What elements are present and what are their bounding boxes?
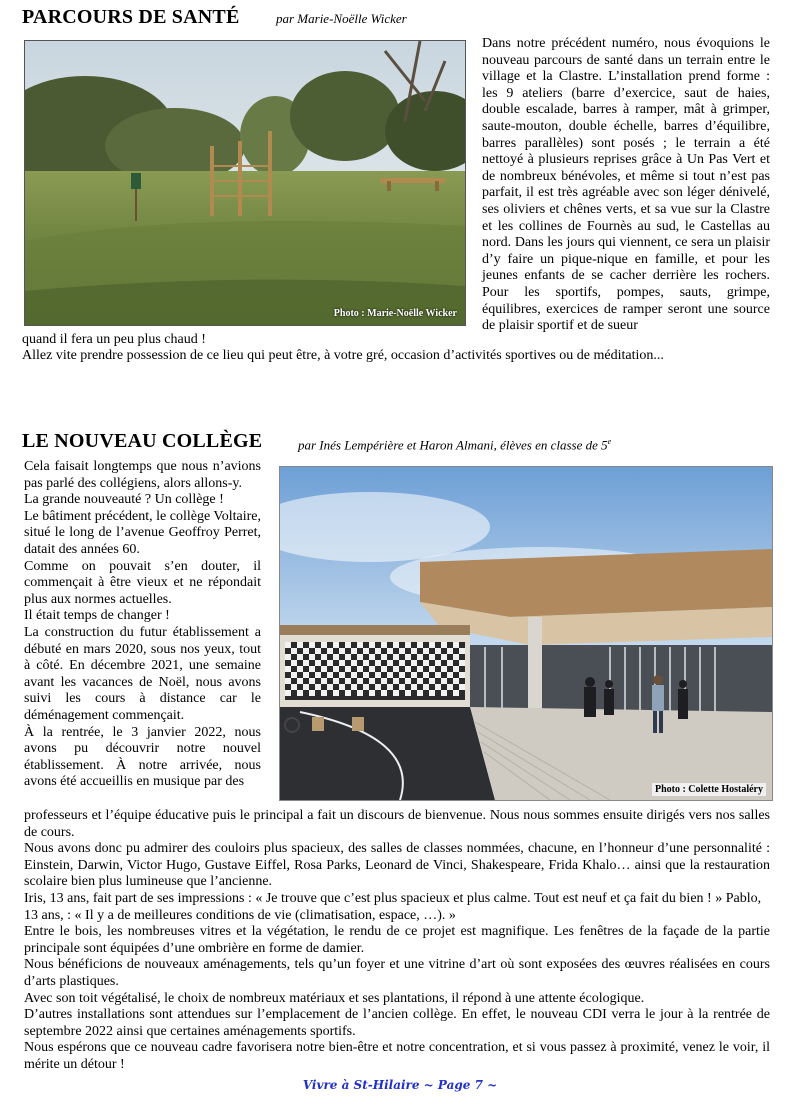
paragraph: Avec son toit végétalisé, le choix de nombreux matériaux et ses plantations, il répond à une attente écologique. bbox=[24, 990, 645, 1006]
checkerboard-facade bbox=[285, 642, 465, 700]
paragraph: À la rentrée, le 3 janvier 2022, nous avons pu découvrir notre nouvel établissement. À notre arrivée, nous avons été accueillis en musique par des bbox=[24, 724, 261, 790]
paragraph: professeurs et l’équipe éducative puis le principal a fait un discours de bienvenue. Nous nous sommes ensuite dirigés vers nos salles de cours. bbox=[24, 808, 770, 840]
article1-title: PARCOURS DE SANTÉ bbox=[22, 6, 240, 28]
article1-photo bbox=[24, 40, 466, 326]
paragraph: Comme on pouvait s’en douter, il commençait à être vieux et ne répondait plus aux normes actuelles. bbox=[24, 558, 261, 607]
article2-photo bbox=[279, 466, 773, 801]
college-building-image bbox=[280, 467, 772, 800]
paragraph: Il était temps de changer ! bbox=[24, 608, 170, 624]
paragraph: Nous espérons que ce nouveau cadre favorisera notre bien-être et notre concentration, et si vous passez à proximité, venez le voir, il mérite un détour ! bbox=[24, 1040, 770, 1072]
article1-right-column: Dans notre précédent numéro, nous évoquions le nouveau parcours de santé dans un terrain entre le village et la Clastre. L’installation prend forme : les 9 ateliers (barre d’exercice, saut de haies, double escalade, barres à ramper, mât à grimper, saute-mouton, double échelle, barres d’équilibre, barres parallèles) sont posés ; le terrain a été nettoyé à plusieurs reprises grâce à Un Pas Vert et de nombreux bénévoles, et même si tout n’est pas parfait, il est très agréable avec son léger dénivelé, ses oliviers et chênes verts, et sa vue sur la Clastre et les collines de Fournès au sud, le Castellas au nord. Dans les jours qui viennent, ce sera un plaisir d’y faire un pique-nique en famille, et pour les jeunes enfants de se cacher derrière les rochers. Pour les sportifs, pompes, sauts, grimpe, équilibres, exercices de ramper seront une source de plaisir sportif et de sueur bbox=[482, 36, 770, 334]
article1-byline: par Marie-Noëlle Wicker bbox=[276, 11, 407, 26]
paragraph: Cela faisait longtemps que nous n’avions pas parlé des collégiens, alors allons-y. bbox=[24, 459, 261, 491]
fitness-trail-image bbox=[25, 41, 465, 325]
paragraph: D’autres installations sont attendues sur l’emplacement de l’ancien collège. En effet, le nouveau CDI verra le jour à la rentrée de septembre 2022 ainsi que certaines aménagements sportifs. bbox=[24, 1007, 770, 1039]
paragraph: Nous bénéficions de nouveaux aménagements, tels qu’un foyer et une vitrine d’art où sont exposées des œuvres réalisées en cours d’arts plastiques. bbox=[24, 957, 770, 989]
article2-byline bbox=[298, 437, 611, 453]
article2-photo-credit: Photo : Colette Hostaléry bbox=[652, 783, 766, 796]
paragraph: Entre le bois, les nombreuses vitres et la végétation, le rendu de ce projet est magnifique. Les fenêtres de la façade de la partie principale sont équipées d’une ombrière en forme de damier. bbox=[24, 924, 770, 956]
article1-closing-line: quand il fera un peu plus chaud ! bbox=[22, 332, 206, 347]
article2-title: LE NOUVEAU COLLÈGE bbox=[22, 430, 263, 452]
paragraph: Le bâtiment précédent, le collège Voltaire, situé le long de l’avenue Geoffroy Perret, datait des années 60. bbox=[24, 508, 261, 557]
article2-byline-text: par Inés Lempérière et Haron Almani, élèves en classe de 5 bbox=[298, 437, 608, 453]
paragraph: La construction du futur établissement a débuté en mars 2020, sous nos yeux, tout à côté. En décembre 2021, une semaine avant les vacances de Noël, nous avons suivi les cours à distance car le déménagement commençait. bbox=[24, 624, 261, 723]
article2-byline-sup: e bbox=[607, 437, 612, 446]
paragraph: La grande nouveauté ? Un collège ! bbox=[24, 492, 224, 508]
article2-left-column bbox=[24, 459, 261, 791]
paragraph: Iris, 13 ans, fait part de ses impressions : « Je trouve que c’est plus spacieux et plus calme. Tout est neuf et ça fait du bien ! » Pablo, 13 ans, : « Il y a de meilleures conditions de vie (climatisation, espace, …). » bbox=[24, 890, 762, 923]
paragraph: Nous avons donc pu admirer des couloirs plus spacieux, des salles de classes nommées, chacune, en l’honneur d’une personnalité : Einstein, Darwin, Victor Hugo, Gustave Eiffel, Rosa Parks, Leonard de Vinci, Shakespeare, Frida Khalo… ainsi que la restauration scolaire bien plus lumineuse que l’ancienne. bbox=[24, 841, 770, 890]
article1-final-line: Allez vite prendre possession de ce lieu qui peut être, à votre gré, occasion d’activités sportives ou de méditation... bbox=[22, 348, 664, 363]
article1-photo-credit: Photo : Marie-Noëlle Wicker bbox=[333, 308, 457, 319]
page-footer: Vivre à St-Hilaire ~ Page 7 ~ bbox=[302, 1078, 498, 1092]
article2-full-width-text bbox=[24, 808, 770, 1074]
